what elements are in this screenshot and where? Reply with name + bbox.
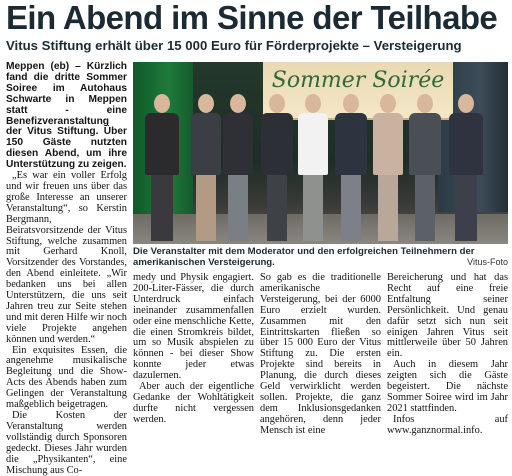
- event-photo: [133, 62, 508, 244]
- person-head: [305, 94, 321, 113]
- paragraph: Infos auf www.ganznormal.info.: [387, 413, 508, 436]
- person-figure: [223, 80, 253, 244]
- person-head: [198, 94, 214, 113]
- person-figure: [191, 80, 221, 244]
- person-torso: [298, 113, 328, 175]
- person-figure: [298, 80, 328, 244]
- person-figure: [449, 80, 483, 244]
- person-torso: [145, 113, 179, 175]
- article-headline: Ein Abend im Sinne der Teilhabe: [6, 0, 498, 36]
- paragraph: Aber auch der eigentliche Gedanke der Wohltätigkeit durfte nicht vergessen werden.: [133, 381, 254, 425]
- person-head: [343, 94, 359, 113]
- person-legs: [267, 175, 287, 241]
- person-head: [230, 94, 246, 113]
- paragraph: „Es war ein voller Erfolg und wir freuen uns über das große Interesse an unserer Veranstaltung“, so Kerstin Bergmann, Beiratsvorsitzende der Vitus Stiftung, welche zusammen mit Gerhard Knoll, Vorsitzender des Vorstandes, den Abend einleitete. „Wir bedanken uns bei allen Unterstützern, die uns seit Jahren treu zur Seite stehen und mit deren Hilfe wir noch viele Projekte angehen können und werden.“: [6, 170, 127, 345]
- person-torso: [261, 113, 293, 175]
- person-head: [269, 94, 285, 113]
- person-head: [154, 94, 170, 113]
- person-figure: [145, 80, 179, 244]
- person-figure: [335, 80, 367, 244]
- person-legs: [455, 175, 477, 241]
- paragraph: medy und Physik engagiert. 200-Liter-Fässer, die durch Unterdruck einfach ineinander zusammenfallen oder eine menschliche Kette, die einen Stromkreis bildet, um so Musik abspielen zu können - bei dieser Show konnte jeder etwas dazulernen.: [133, 272, 254, 382]
- paragraph: Die Kosten der Veranstaltung werden vollständig durch Sponsoren gedeckt. Dieses Jahr wurden die „Physikanten“, eine Mischung aus Co-: [6, 410, 127, 476]
- text-column-4: [387, 272, 508, 436]
- banner-text: Sommer Soirée: [271, 68, 445, 93]
- person-figure: [409, 80, 441, 244]
- person-torso: [373, 113, 403, 175]
- person-legs: [228, 175, 247, 241]
- paragraph: Ein exquisites Essen, die angenehme musikalische Begleitung und die Show-Acts des Abends haben zum Gelingen der Veranstaltung maßgeblich beigetragen.: [6, 344, 127, 411]
- person-head: [380, 94, 396, 113]
- person-torso: [223, 113, 253, 175]
- article-lead: Meppen (eb) – Kürzlich fand die dritte Sommer Soiree im Autohaus Schwarte in Meppen statt - eine Benefizveranstaltung der Vitus Stiftung. Über 150 Gäste nutzten diesen Abend, um ihre Unterstützung zu zeigen.: [6, 61, 127, 171]
- person-legs: [378, 175, 397, 241]
- person-legs: [415, 175, 435, 241]
- paragraph: So gab es die traditionelle amerikanische Versteigerung, bei der 6000 Euro erzielt wurden. Zusammen mit den Eintrittskarten fließen so über 15 000 Euro der Vitus Stiftung zu. Die ersten Projekte sind bereits in Planung, die durch dieses Geld verwirklicht werden sollen. Projekte, die ganz dem Inklusionsgedanken angehören, denn jeder Mensch ist eine: [260, 272, 381, 436]
- person-figure: [261, 80, 293, 244]
- person-legs: [196, 175, 215, 241]
- person-torso: [449, 113, 483, 175]
- person-torso: [335, 113, 367, 175]
- article-subheadline: Vitus Stiftung erhält über 15 000 Euro für Förderprojekte – Versteigerung: [6, 38, 462, 53]
- person-figure: [373, 80, 403, 244]
- person-torso: [191, 113, 221, 175]
- person-legs: [341, 175, 361, 241]
- person-torso: [409, 113, 441, 175]
- person-legs: [303, 175, 322, 241]
- photo-credit: Vitus-Foto: [467, 257, 508, 267]
- person-legs: [151, 175, 173, 241]
- paragraph: Auch in diesem Jahr zeigten sich die Gäste begeistert. Die nächste Sommer Soiree wird im Jahr 2021 stattfinden.: [387, 359, 508, 414]
- text-column-3: [260, 272, 381, 436]
- text-column-1: [6, 61, 127, 476]
- paragraph: Bereicherung und hat das Recht auf eine freie Entfaltung seiner Persönlichkeit. Und genau dafür setzt sich nun seit einigen Jahren Vitus seit mittlerweile über 50 Jahren ein.: [387, 272, 508, 360]
- person-head: [417, 94, 433, 113]
- photo-caption: Die Veranstalter mit dem Moderator und den erfolgreichen Teilnehmern der amerikanischen Versteigerung.: [133, 246, 475, 268]
- person-head: [458, 94, 474, 113]
- text-column-2: [133, 272, 254, 425]
